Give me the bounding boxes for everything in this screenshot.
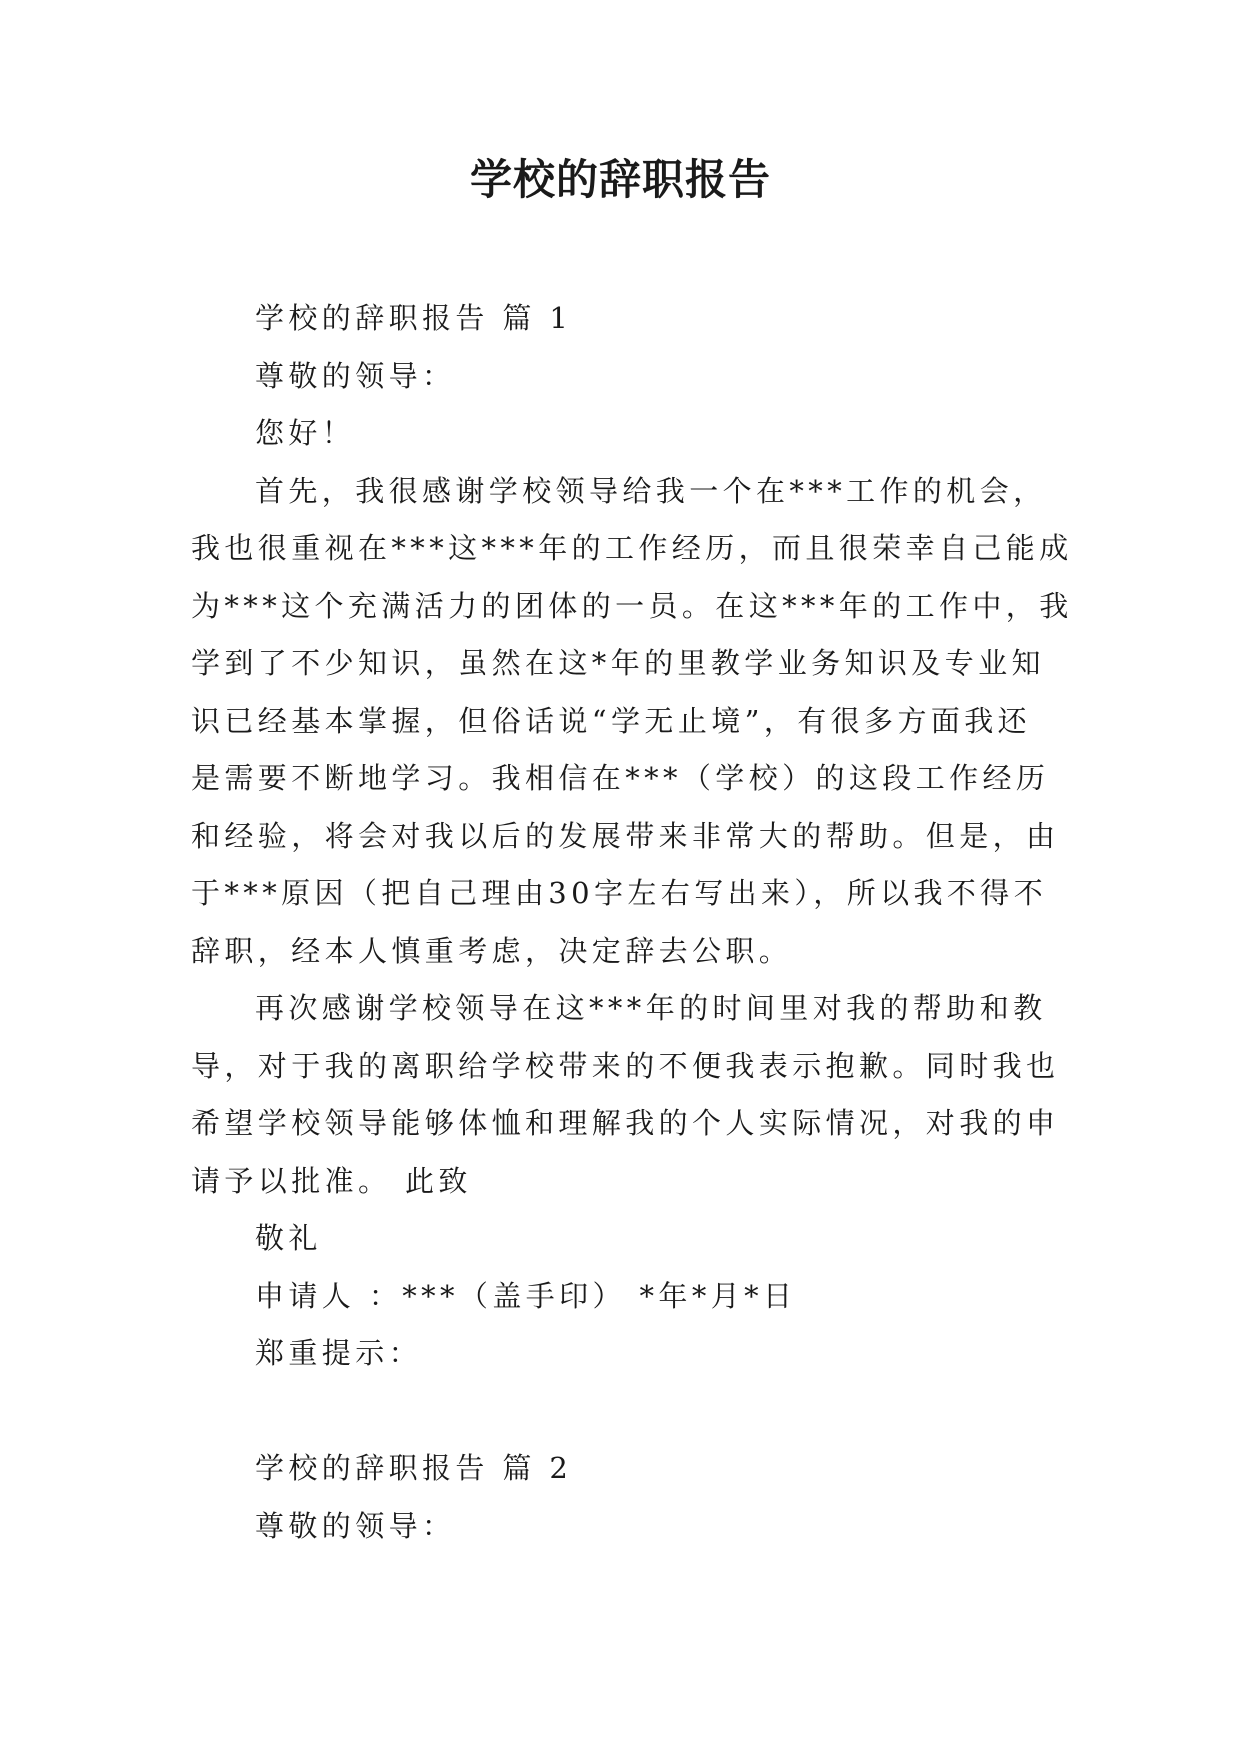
paragraph-line: 希望学校领导能够体恤和理解我的个人实际情况，对我的申 [191,1106,1060,1140]
section1-paragraph1 [191,463,1073,981]
section1-heading: 学校的辞职报告 篇 1 [255,301,573,335]
paragraph-line: 识已经基本掌握，但俗话说“学无止境”，有很多方面我还 [191,703,1032,738]
section2-heading: 学校的辞职报告 篇 2 [255,1451,573,1485]
section1-salutation: 尊敬的领导： [255,358,456,393]
section1-paragraph2 [191,980,1060,1210]
section1-notice: 郑重提示： [255,1336,423,1370]
section2-salutation: 尊敬的领导： [255,1508,456,1543]
section1-closing: 敬礼 [255,1221,322,1255]
section1-signature: 申请人 ：***（盖手印） *年*月*日 [255,1278,797,1313]
section-spacer [191,1383,1055,1441]
paragraph-line: 再次感谢学校领导在这***年的时间里对我的帮助和教 [255,991,1047,1025]
paragraph-line: 辞职，经本人慎重考虑，决定辞去公职。 [191,933,793,968]
paragraph-line: 导，对于我的离职给学校带来的不便我表示抱歉。同时我也 [191,1048,1060,1083]
document-body [191,290,1073,1555]
paragraph-line: 于***原因（把自己理由30字左右写出来），所以我不得不 [191,876,1048,910]
paragraph-line: 请予以批准。 此致 [191,1163,472,1198]
paragraph-line: 我也很重视在***这***年的工作经历，而且很荣幸自己能成 [191,531,1073,565]
document-title: 学校的辞职报告 [469,155,771,204]
paragraph-line: 和经验，将会对我以后的发展带来非常大的帮助。但是，由 [191,818,1060,853]
paragraph-line: 首先，我很感谢学校领导给我一个在***工作的机会， [255,473,1047,508]
paragraph-line: 学到了不少知识，虽然在这*年的里教学业务知识及专业知 [191,646,1045,680]
paragraph-line: 是需要不断地学习。我相信在***（学校）的这段工作经历 [191,761,1050,795]
paragraph-line: 为***这个充满活力的团体的一员。在这***年的工作中，我 [191,588,1073,623]
section1-greeting: 您好！ [255,416,356,450]
